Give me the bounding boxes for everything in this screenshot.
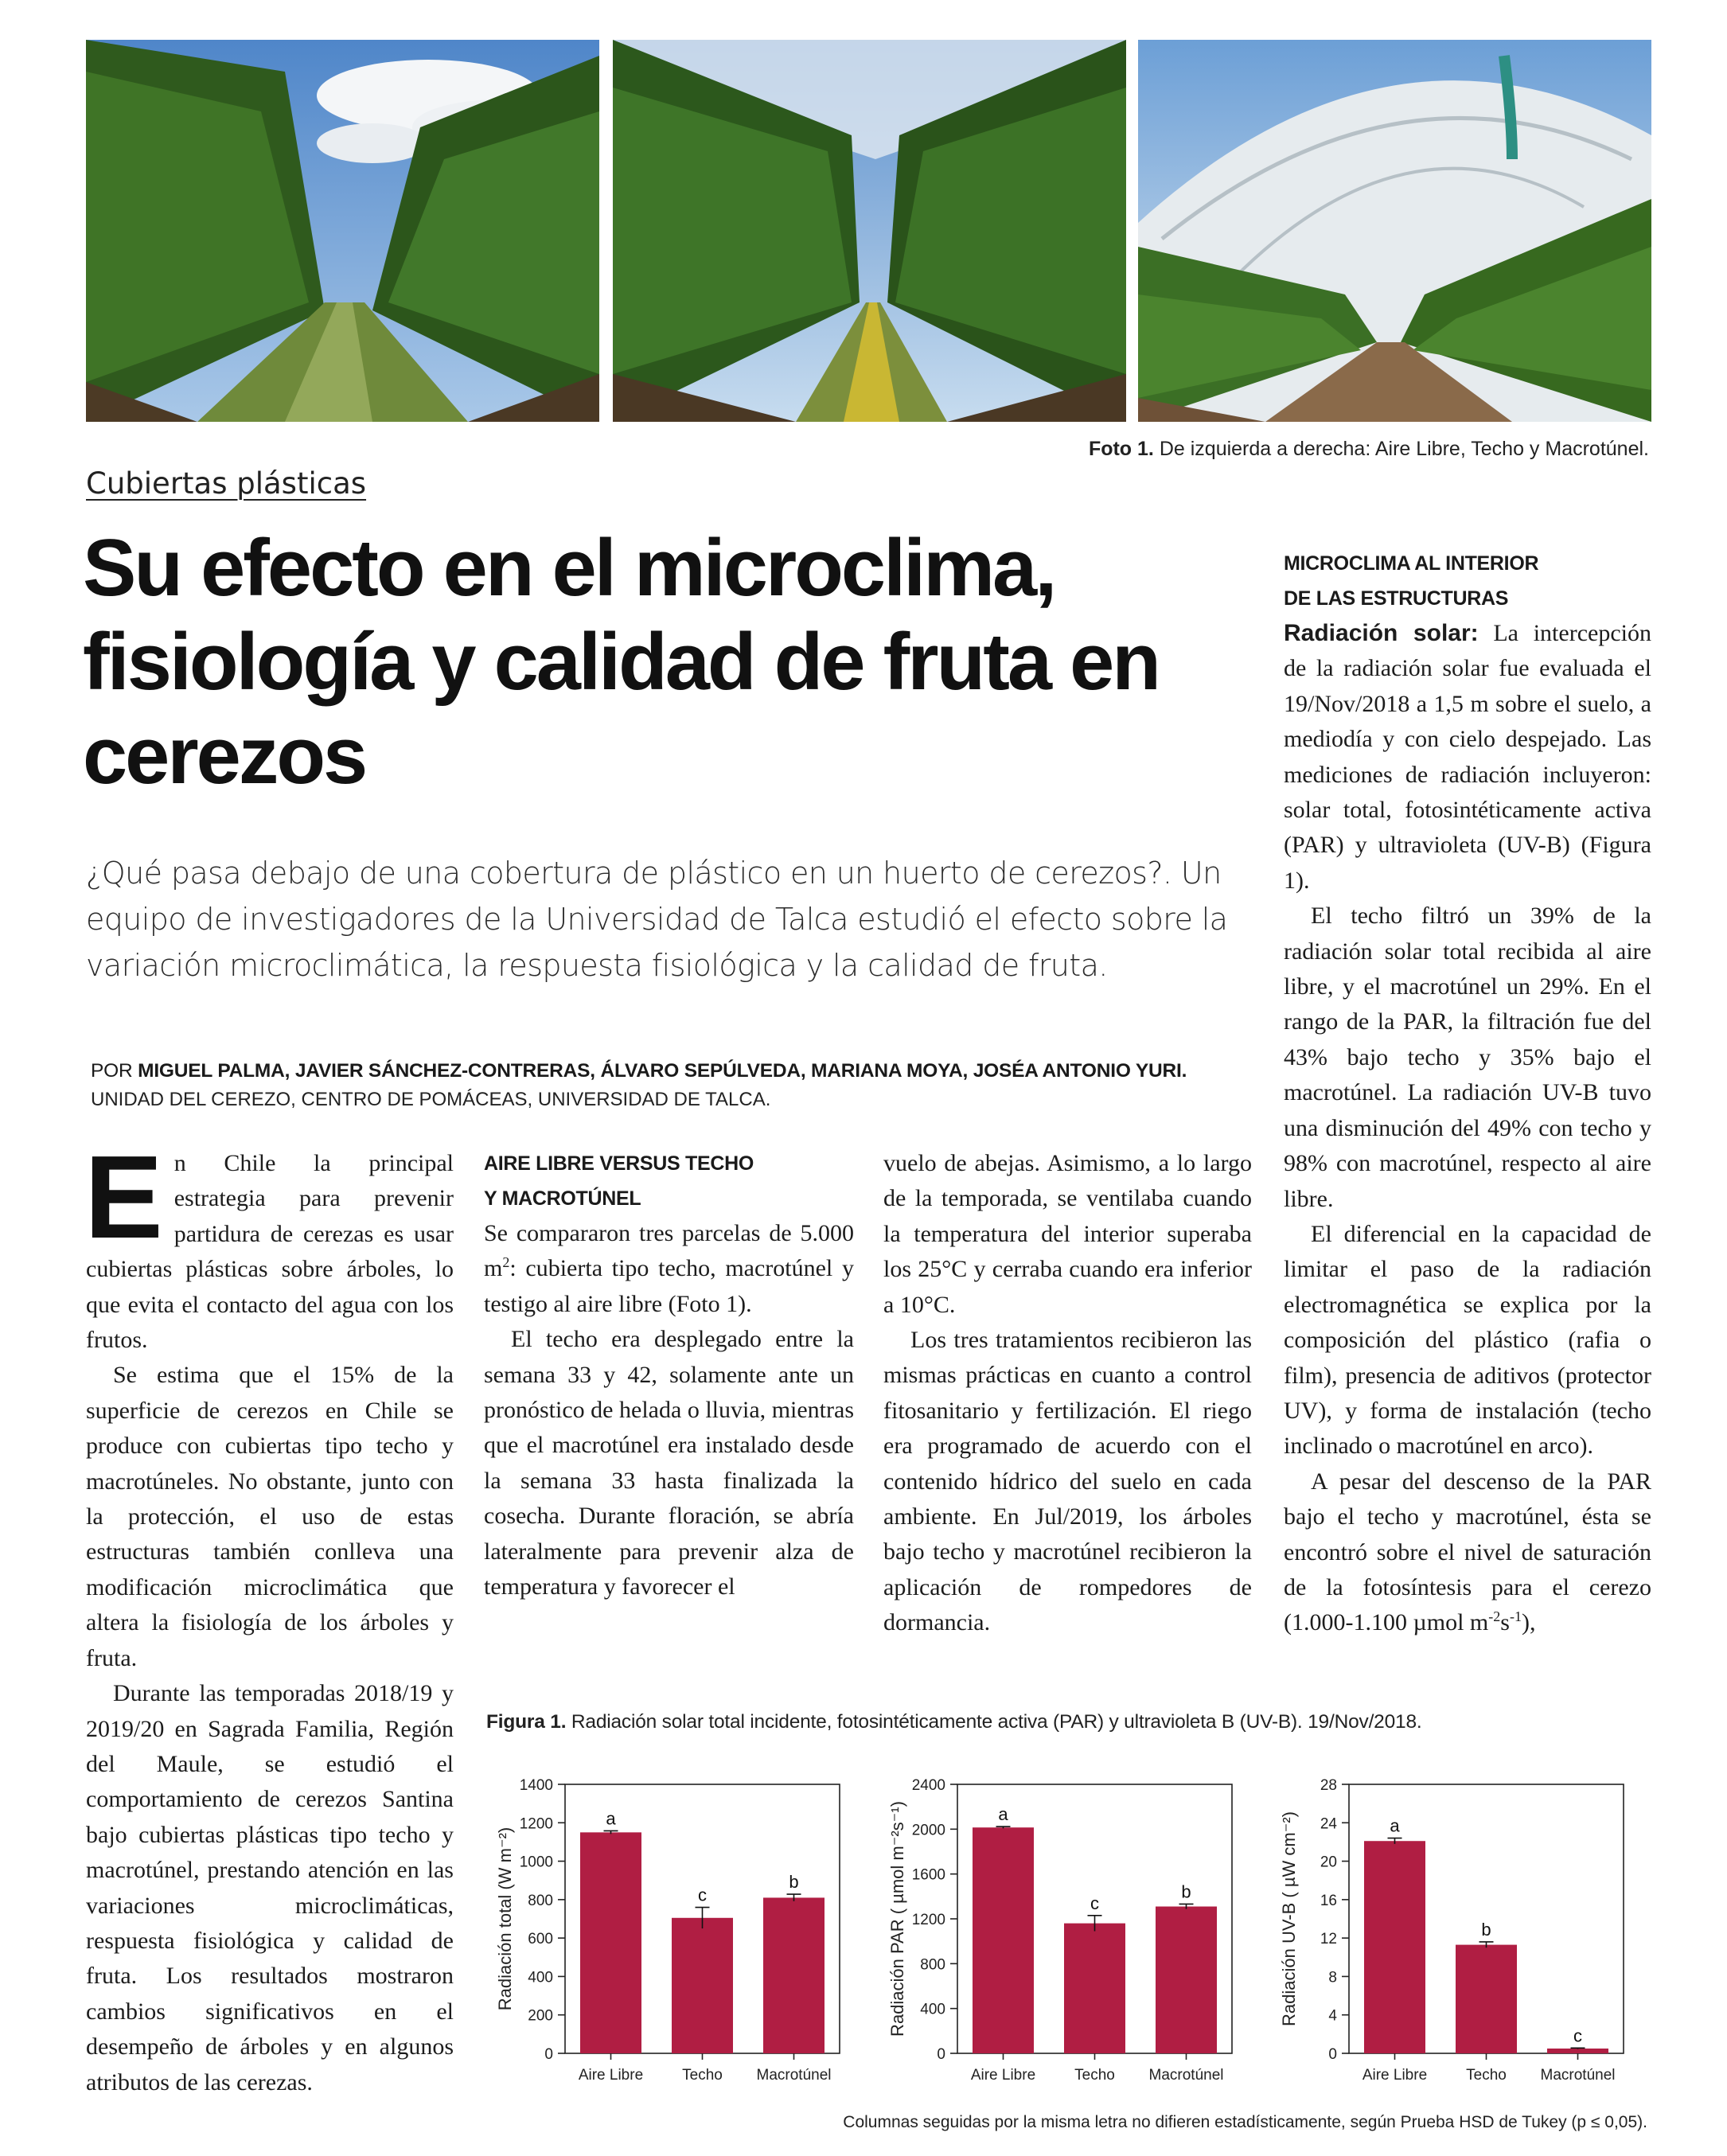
y-tick-label: 400 [528,1969,553,1986]
x-tick-label: Aire Libre [578,2067,644,2084]
y-tick-label: 1000 [519,1854,553,1871]
chart-svg [1261,1776,1635,2095]
y-axis-label: Radiación UV-B ( µW cm⁻²) [1279,1811,1299,2026]
article-title: Su efecto en el microclima, fisiología y calidad de fruta en cerezos [83,524,1159,801]
x-tick-label: Macrotúnel [756,2067,832,2084]
photo-macrotunel [1138,40,1651,422]
paragraph: El diferencial en la capacidad de limitar el paso de la radiación electromagnética se explica por la composición del plástico (rafia o film), presencia de aditivos (protector UV), y forma de instalación (techo inclinado o macrotúnel en arco). [1284,1220,1651,1460]
paragraph: El techo era desplegado entre la semana 33 y 42, solamente ante un pronóstico de helada o lluvia, mientras que el macrotúnel era instalado desde la semana 33 hasta finalizada la cosecha. Durante floración, se abría lateralmente para prevenir alza de temperatura y favorecer el [484,1326,854,1600]
paragraph-intro: En Chile la principal estrategia para prevenir partidura de cerezas es usar cubiertas plásticas sobre árboles, lo que evita el contacto del agua con los frutos. [84,1132,454,1354]
significance-letter: c [698,1885,707,1905]
x-tick-label: Macrotúnel [1148,2067,1224,2084]
column-3 [883,1146,1252,1641]
significance-letter: b [1481,1919,1491,1940]
chart-svg [870,1776,1244,2095]
y-tick-label: 800 [528,1892,553,1909]
paragraph: A pesar del descenso de la PAR bajo el techo y macrotúnel, ésta se encontró sobre el nivel de saturación de la fotosíntesis para el cerezo (1.000-1.100 µmol $m^{-2}s^{-1}$), [1284,1468,1651,1636]
paragraph: Se estima que el 15% de la superficie de cerezos en Chile se produce con cubiertas tipo techo y macrotúneles. No obstante, junto con la protección, el uso de estas estructuras también conlleva una modificación microclimática que altera la fisiología de los árboles y fruta. [86,1362,454,1671]
photo-caption: Foto 1. De izquierda a derecha: Aire Libre, Techo y Macrotúnel. [1088,438,1649,460]
y-tick-label: 1200 [911,1912,945,1928]
y-tick-label: 400 [920,2001,945,2018]
x-tick-label: Macrotúnel [1540,2067,1616,2084]
y-tick-label: 20 [1320,1854,1337,1871]
authors-line: POR MIGUEL PALMA, JAVIER SÁNCHEZ-CONTRERAS, ÁLVARO SEPÚLVEDA, MARIANA MOYA, JOSÉA ANTONIO YURI. [91,1060,1187,1082]
y-tick-label: 200 [528,2007,553,2025]
significance-letter: c [1090,1893,1099,1913]
column-4 [1284,546,1651,1641]
y-tick-label: 4 [1328,2007,1337,2025]
y-tick-label: 1400 [519,1777,553,1794]
figure-footnote: Columnas seguidas por la misma letra no difieren estadísticamente, según Prueba HSD de Tukey (p ≤ 0,05). [843,2113,1647,2131]
y-axis-label: Radiación PAR ( µmol m⁻²s⁻¹) [887,1801,907,2037]
significance-letter: a [606,1808,616,1829]
drop-cap: E [84,1132,163,1263]
y-tick-label: 0 [1328,2046,1337,2063]
y-tick-label: 8 [1328,1969,1337,1986]
y-tick-label: 16 [1320,1892,1337,1909]
x-tick-label: Aire Libre [970,2067,1036,2084]
y-tick-label: 2000 [911,1822,945,1839]
section-heading: MICROCLIMA AL INTERIOR DE LAS ESTRUCTURAS [1284,552,1539,610]
y-tick-label: 28 [1320,1777,1337,1794]
paragraph: Durante las temporadas 2018/19 y 2019/20 en Sagrada Familia, Región del Maule, se estudió el comportamiento de cerezos Santina bajo cubiertas plásticas tipo techo y macrotúnel, prestando atención en las variaciones microclimáticas, respuesta fisiológica y calidad de fruta. Los resultados mostraron cambios significativos en el desempeño de árboles y en algunos atributos de las cerezas. [86,1680,454,2096]
bar [763,1897,825,2053]
y-axis-label: Radiación total (W m⁻²) [495,1827,515,2011]
paragraph: Radiación solar: La intercepción de la radiación solar fue evaluada el 19/Nov/2018 a 1,5 m sobre el suelo, a mediodía y con cielo despejado. Las mediciones de radiación incluyeron: solar total, fotosintéticamente activa (PAR) y ultravioleta (UV-B) (Figura 1). [1284,620,1651,894]
y-tick-label: 0 [937,2046,945,2063]
y-tick-label: 800 [920,1956,945,1974]
bar [1364,1841,1425,2053]
y-tick-label: 1200 [519,1815,553,1833]
x-tick-label: Aire Libre [1362,2067,1428,2084]
significance-letter: a [1390,1815,1400,1836]
y-tick-label: 12 [1320,1931,1337,1948]
article-lead: ¿Qué pasa debajo de una cobertura de plástico en un huerto de cerezos?. Un equipo de investigadores de la Universidad de Talca estudió el efecto sobre la variación microclimática, la respuesta fisiológica y la calidad de fruta. [86,856,1228,983]
column-1 [84,1132,454,2100]
bar [1064,1924,1125,2053]
significance-letter: a [998,1804,1008,1825]
bar [1547,2049,1608,2053]
x-tick-label: Techo [1074,2067,1115,2084]
photo-aire-libre [86,40,599,422]
chart-radiacion-par [870,1776,1244,2095]
x-tick-label: Techo [1466,2067,1507,2084]
bar [1156,1907,1217,2053]
chart-radiacion-uvb [1261,1776,1635,2095]
y-tick-label: 1600 [911,1866,945,1884]
y-tick-label: 2400 [911,1777,945,1794]
bar [580,1832,641,2053]
significance-letter: c [1573,2025,1582,2046]
x-tick-label: Techo [682,2067,723,2084]
bar [973,1827,1034,2053]
photo-techo [613,40,1126,422]
paragraph: Los tres tratamientos recibieron las mismas prácticas en cuanto a control fitosanitario y fertilización. El riego era programado de acuerdo con el contenido hídrico del suelo en cada ambiente. En Jul/2019, los árboles bajo techo y macrotúnel recibieron la aplicación de rompedores de dormancia. [883,1327,1252,1636]
significance-letter: b [789,1872,799,1893]
paragraph: vuelo de abejas. Asimismo, a lo largo de la temporada, se ventilaba cuando la temperatura del interior superaba los 25°C y cerraba cuando era inferior a 10°C. [883,1150,1252,1318]
y-tick-label: 0 [544,2046,553,2063]
chart-radiacion-total [478,1776,852,2095]
column-2 [484,1146,854,1604]
significance-letter: b [1181,1881,1191,1902]
y-tick-label: 600 [528,1931,553,1948]
section-heading: AIRE LIBRE VERSUS TECHO Y MACROTÚNEL [484,1152,754,1210]
affiliation: UNIDAD DEL CEREZO, CENTRO DE POMÁCEAS, UNIVERSIDAD DE TALCA. [91,1089,771,1110]
paragraph: Se compararon tres parcelas de 5.000 $m^2$: cubierta tipo techo, macrotúnel y testigo al aire libre (Foto 1). [484,1220,854,1317]
chart-svg [478,1776,852,2095]
section-label: Cubiertas plásticas [86,466,367,501]
figure-caption: Figura 1. Radiación solar total incidente, fotosintéticamente activa (PAR) y ultravioleta B (UV-B). 19/Nov/2018. [486,1711,1422,1733]
y-tick-label: 24 [1320,1815,1337,1833]
bar [1456,1945,1517,2053]
bar [672,1918,733,2053]
paragraph: El techo filtró un 39% de la radiación solar total recibida al aire libre, y el macrotúnel un 29%. En el rango de la PAR, la filtración fue del 43% bajo techo y 35% bajo el macrotúnel. La radiación UV-B tuvo una disminución del 49% con techo y 98% con macrotúnel, respecto al aire libre. [1284,903,1651,1212]
